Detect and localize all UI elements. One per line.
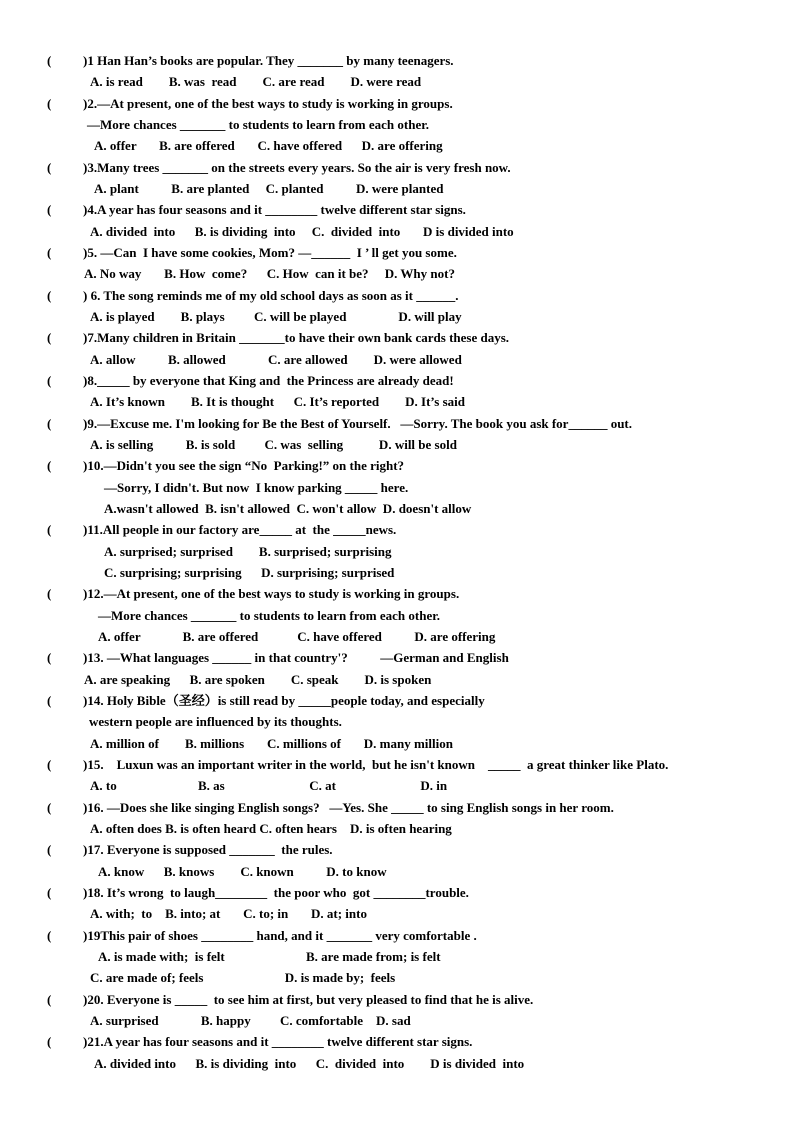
answer-paren: ( bbox=[47, 245, 52, 260]
question-7-options: A. allow B. allowed C. are allowed D. were allowed bbox=[90, 352, 462, 367]
answer-paren: ( bbox=[47, 757, 52, 772]
question-1-options: A. is read B. was read C. are read D. were read bbox=[90, 74, 422, 89]
question-20-options: A. surprised B. happy C. comfortable D. sad bbox=[90, 1013, 411, 1028]
question-6-stem: ) 6. The song reminds me of my old school days as soon as it ______. bbox=[83, 288, 459, 303]
answer-paren: ( bbox=[47, 458, 52, 473]
answer-paren: ( bbox=[47, 885, 52, 900]
question-13-stem: )13. —What languages ______ in that country'? —German and English bbox=[83, 650, 509, 665]
question-18-options: A. with; to B. into; at C. to; in D. at; into bbox=[90, 906, 367, 921]
question-2-options: A. offer B. are offered C. have offered D. are offering bbox=[94, 138, 443, 153]
question-12-options: A. offer B. are offered C. have offered D. are offering bbox=[98, 629, 496, 644]
question-5-stem: )5. —Can I have some cookies, Mom? —______ I ’ ll get you some. bbox=[83, 245, 457, 260]
question-18-stem: )18. It’s wrong to laugh________ the poor who got ________trouble. bbox=[83, 885, 469, 900]
question-11-options-row1: A. surprised; surprised B. surprised; surprising bbox=[104, 544, 392, 559]
question-14-stem: )14. Holy Bible（圣经）is still read by _____people today, and especially bbox=[83, 693, 485, 708]
answer-paren: ( bbox=[47, 693, 52, 708]
question-16-options: A. often does B. is often heard C. often hears D. is often hearing bbox=[90, 821, 452, 836]
question-12-stem: )12.—At present, one of the best ways to study is working in groups. bbox=[83, 586, 460, 601]
question-17-stem: )17. Everyone is supposed _______ the rules. bbox=[83, 842, 333, 857]
answer-paren: ( bbox=[47, 1034, 52, 1049]
question-4-options: A. divided into B. is dividing into C. divided into D is divided into bbox=[90, 224, 514, 239]
question-10-stem: )10.—Didn't you see the sign “No Parking!” on the right? bbox=[83, 458, 405, 473]
question-3-options: A. plant B. are planted C. planted D. were planted bbox=[94, 181, 444, 196]
answer-paren: ( bbox=[47, 160, 52, 175]
question-7-stem: )7.Many children in Britain _______to have their own bank cards these days. bbox=[83, 330, 510, 345]
answer-paren: ( bbox=[47, 928, 52, 943]
answer-paren: ( bbox=[47, 992, 52, 1007]
answer-paren: ( bbox=[47, 800, 52, 815]
question-11-options-row2: C. surprising; surprising D. surprising; surprised bbox=[104, 565, 395, 580]
question-19-stem: )19This pair of shoes ________ hand, and it _______ very comfortable . bbox=[83, 928, 477, 943]
answer-paren: ( bbox=[47, 842, 52, 857]
question-10-dialogue: —Sorry, I didn't. But now I know parking _____ here. bbox=[104, 480, 409, 495]
question-19-options-row2: C. are made of; feels D. is made by; feels bbox=[90, 970, 396, 985]
answer-paren: ( bbox=[47, 586, 52, 601]
question-17-options: A. know B. knows C. known D. to know bbox=[98, 864, 387, 879]
question-9-stem: )9.—Excuse me. I'm looking for Be the Best of Yourself. —Sorry. The book you ask for______ out. bbox=[83, 416, 633, 431]
answer-paren: ( bbox=[47, 522, 52, 537]
question-3-stem: )3.Many trees _______ on the streets every years. So the air is very fresh now. bbox=[83, 160, 511, 175]
question-2-stem: )2.—At present, one of the best ways to study is working in groups. bbox=[83, 96, 453, 111]
question-8-options: A. It’s known B. It is thought C. It’s reported D. It’s said bbox=[90, 394, 465, 409]
answer-paren: ( bbox=[47, 330, 52, 345]
question-6-options: A. is played B. plays C. will be played D. will play bbox=[90, 309, 462, 324]
question-1-stem: )1 Han Han’s books are popular. They _______ by many teenagers. bbox=[83, 53, 454, 68]
question-5-options: A. No way B. How come? C. How can it be? D. Why not? bbox=[84, 266, 455, 281]
answer-paren: ( bbox=[47, 288, 52, 303]
question-15-stem: )15. Luxun was an important writer in the world, but he isn't known _____ a great thinker like Plato. bbox=[83, 757, 669, 772]
question-13-options: A. are speaking B. are spoken C. speak D. is spoken bbox=[84, 672, 432, 687]
answer-paren: ( bbox=[47, 373, 52, 388]
answer-paren: ( bbox=[47, 202, 52, 217]
question-21-stem: )21.A year has four seasons and it ________ twelve different star signs. bbox=[83, 1034, 473, 1049]
answer-paren: ( bbox=[47, 416, 52, 431]
question-11-stem: )11.All people in our factory are_____ at the _____news. bbox=[83, 522, 397, 537]
question-10-options: A.wasn't allowed B. isn't allowed C. won't allow D. doesn't allow bbox=[104, 501, 472, 516]
question-4-stem: )4.A year has four seasons and it ________ twelve different star signs. bbox=[83, 202, 466, 217]
question-15-options: A. to B. as C. at D. in bbox=[90, 778, 448, 793]
answer-paren: ( bbox=[47, 53, 52, 68]
answer-paren: ( bbox=[47, 96, 52, 111]
question-16-stem: )16. —Does she like singing English songs? —Yes. She _____ to sing English songs in her room. bbox=[83, 800, 614, 815]
question-14-options: A. million of B. millions C. millions of D. many million bbox=[90, 736, 453, 751]
answer-paren: ( bbox=[47, 650, 52, 665]
question-8-stem: )8._____ by everyone that King and the Princess are already dead! bbox=[83, 373, 454, 388]
question-9-options: A. is selling B. is sold C. was selling D. will be sold bbox=[90, 437, 457, 452]
question-2-dialogue: —More chances _______ to students to learn from each other. bbox=[87, 117, 430, 132]
question-14-continuation: western people are influenced by its thoughts. bbox=[89, 714, 342, 729]
question-21-options: A. divided into B. is dividing into C. divided into D is divided into bbox=[94, 1056, 525, 1071]
question-19-options-row1: A. is made with; is felt B. are made from; is felt bbox=[98, 949, 441, 964]
question-12-dialogue: —More chances _______ to students to learn from each other. bbox=[98, 608, 441, 623]
question-20-stem: )20. Everyone is _____ to see him at first, but very pleased to find that he is alive. bbox=[83, 992, 534, 1007]
